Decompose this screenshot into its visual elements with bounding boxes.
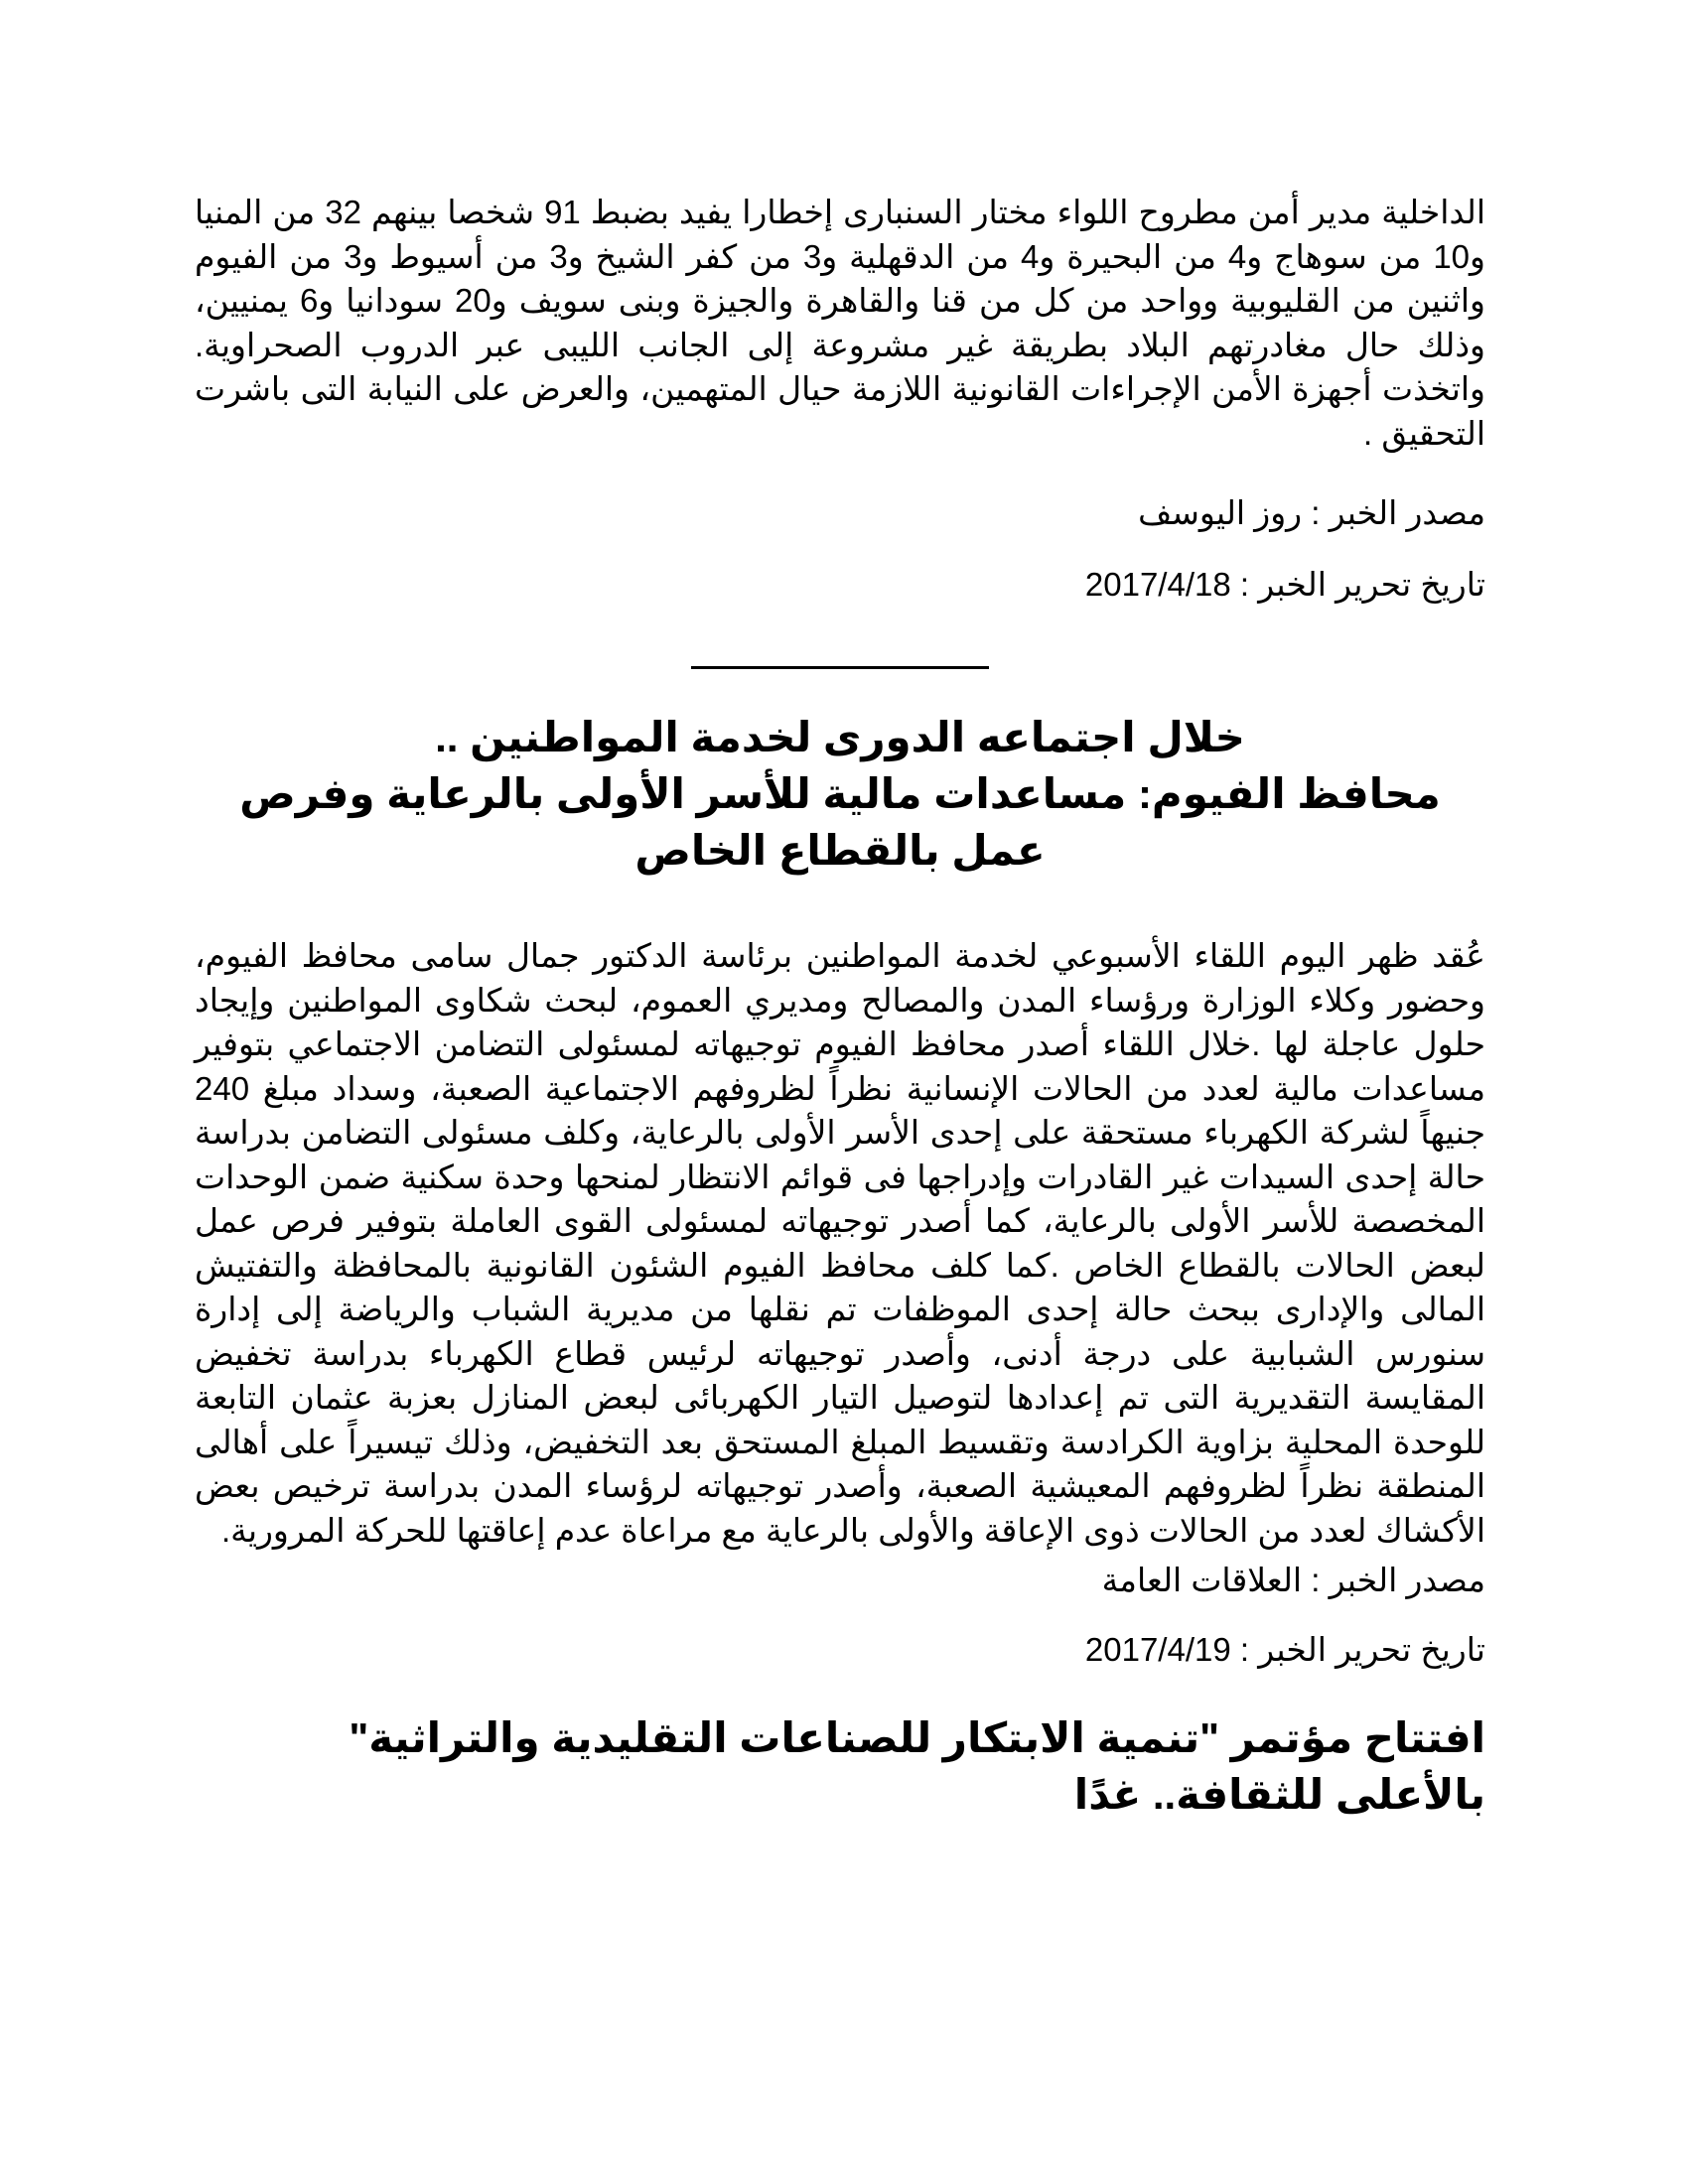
article2-body: عُقد ظهر اليوم اللقاء الأسبوعي لخدمة المواطنين برئاسة الدكتور جمال سامى محافظ الفيوم، وحضور وكلاء الوزارة ورؤساء المدن والمصالح ومديري العموم، لبحث شكاوى المواطنين وإيجاد حلول عاجلة لها .خلال اللقاء أصدر محافظ الفيوم توجيهاته لمسئولى التضامن الاجتماعي بتوفير مساعدات مالية لعدد من الحالات الإنسانية نظراً لظروفهم الاجتماعية الصعبة، وسداد مبلغ 240 جنيهاً لشركة الكهرباء مستحقة على إحدى الأسر الأولى بالرعاية، وكلف مسئولى التضامن بدراسة حالة إحدى السيدات غير القادرات وإدراجها فى قوائم الانتظار لمنحها وحدة سكنية ضمن الوحدات المخصصة للأسر الأولى بالرعاية، كما أصدر توجيهاته لمسئولى القوى العاملة بتوفير فرص عمل لبعض الحالات بالقطاع الخاص .كما كلف محافظ الفيوم الشئون القانونية بالمحافظة والتفتيش المالى والإدارى ببحث حالة إحدى الموظفات تم نقلها من مديرية الشباب والرياضة إلى إدارة سنورس الشبابية على درجة أدنى، وأصدر توجيهاته لرئيس قطاع الكهرباء بدراسة تخفيض المقايسة التقديرية التى تم إعدادها لتوصيل التيار الكهربائى لبعض المنازل بعزبة عثمان التابعة للوحدة المحلية بزاوية الكرادسة وتقسيط المبلغ المستحق بعد التخفيض، وذلك تيسيراً على أهالى المنطقة نظراً لظروفهم المعيشية الصعبة، وأصدر توجيهاته لرؤساء المدن بدراسة ترخيص بعض الأكشاك لعدد من الحالات ذوى الإعاقة والأولى بالرعاية مع مراعاة عدم إعاقتها للحركة المرورية. [195, 937, 1485, 1549]
article2-date: تاريخ تحرير الخبر : 2017/4/19 [1084, 1631, 1485, 1668]
article2-title-line2: محافظ الفيوم: مساعدات مالية للأسر الأولى بالرعاية وفرص عمل بالقطاع الخاص [239, 770, 1441, 874]
article3-headline: افتتاح مؤتمر "تنمية الابتكار للصناعات التقليدية والتراثية" بالأعلى للثقافة.. غدًا [349, 1714, 1485, 1818]
document-page [195, 191, 1485, 1823]
article1-date: تاريخ تحرير الخبر : 2017/4/18 [1084, 566, 1485, 603]
article1-source: مصدر الخبر : روز اليوسف [1138, 494, 1485, 531]
section-divider [691, 666, 989, 669]
article2-title-line1: خلال اجتماعه الدورى لخدمة المواطنين .. [435, 714, 1245, 760]
article1-body: الداخلية مدير أمن مطروح اللواء مختار السنبارى إخطارا يفيد بضبط 91 شخصا بينهم 32 من المنيا و10 من سوهاج و4 من البحيرة و4 من الدقهلية و3 من كفر الشيخ و3 من أسيوط و3 من الفيوم واثنين من القليوبية وواحد من كل من قنا والقاهرة والجيزة وبنى سويف و20 سودانيا و6 يمنيين، وذلك حال مغادرتهم البلاد بطريقة غير مشروعة إلى الجانب الليبى عبر الدروب الصحراوية. واتخذت أجهزة الأمن الإجراءات القانونية اللازمة حيال المتهمين، والعرض على النيابة التى باشرت التحقيق . [195, 194, 1485, 452]
article2-source: مصدر الخبر : العلاقات العامة [1101, 1562, 1485, 1598]
